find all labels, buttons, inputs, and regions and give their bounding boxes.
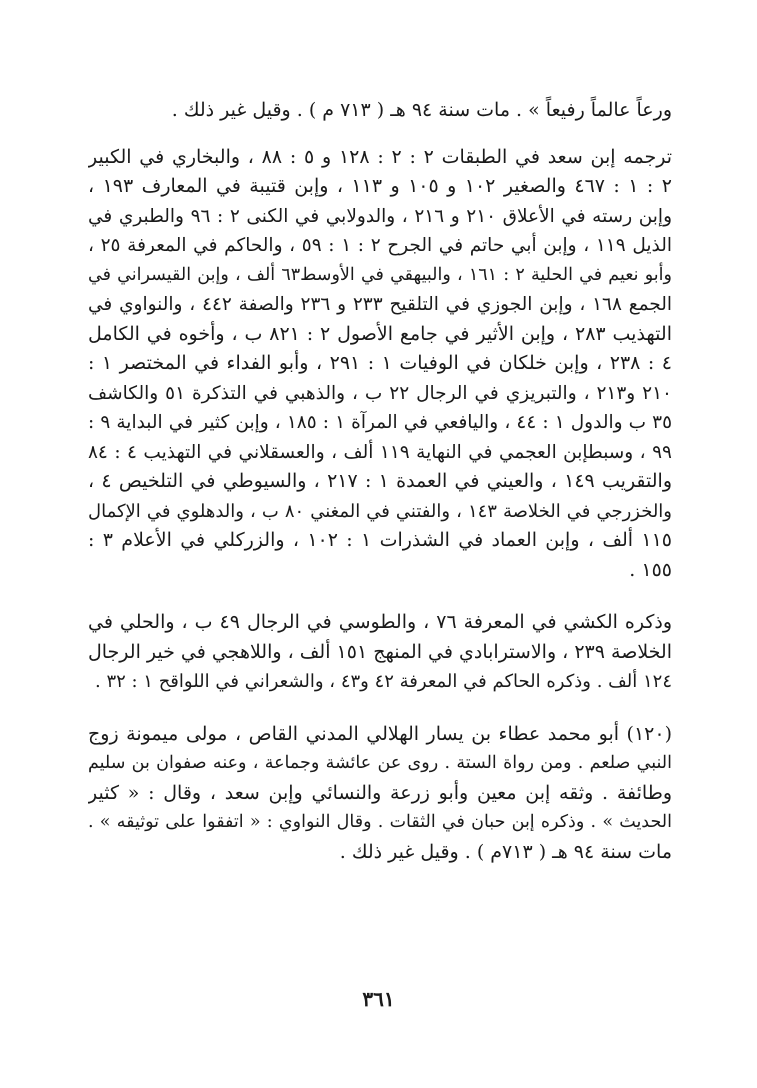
text-line: وذكره الكشي في المعرفة ٧٦ ، والطوسي في الرجال ٤٩ ب ، والحلي في <box>88 611 672 633</box>
text-line: والخزرجي في الخلاصة ١٤٣ ، والفتني في المغني ٨٠ ب ، والدهلوي في الإكمال <box>88 500 672 522</box>
text-line: ٣٥ ب والدول ١ : ٤٤ ، واليافعي في المرآة ١ : ١٨٥ ، وإبن كثير في البداية ٩ : <box>88 412 672 433</box>
paragraph-closing <box>88 96 672 126</box>
paragraph-entry-120 <box>88 720 672 868</box>
text-line: الجمع ١٦٨ ، وإبن الجوزي في التلقيح ٢٣٣ و ٢٣٦ والصفة ٤٤٢ ، والنواوي في <box>88 294 672 315</box>
text-line: ٢ : ١ : ٤٦٧ والصغير ١٠٢ و ١٠٥ و ١١٣ ، وإبن قتيبة في المعارف ١٩٣ ، <box>88 175 672 197</box>
text-line: وأبو نعيم في الحلية ٢ : ١٦١ ، والبيهقي في الأوسط٦٣ ألف ، وإبن القيسراني في <box>88 264 672 285</box>
text-line: والتقريب ١٤٩ ، والعيني في العمدة ١ : ٢١٧ ، والسيوطي في التلخيص ٤ ، <box>88 470 672 492</box>
text-line: الحديث » . وذكره إبن حبان في الثقات . وقال النواوي : « اتفقوا على توثيقه » . <box>88 812 672 832</box>
page-number: ٣٦١ <box>362 987 395 1011</box>
paragraph-mentions <box>88 608 672 697</box>
text-line: ١٥٥ . <box>629 558 672 581</box>
text-line: ١١٥ ألف ، وإبن العماد في الشذرات ١ : ١٠٢ ، والزركلي في الأعلام ٣ : <box>88 529 672 551</box>
text-line: وطائفة . وثقه إبن معين وأبو زرعة والنسائي وإبن سعد ، وقال : « كثير <box>88 781 672 804</box>
text-line: (١٢٠) أبو محمد عطاء بن يسار الهلالي المدني القاص ، مولى ميمونة زوج <box>88 722 672 745</box>
document-page <box>88 96 672 867</box>
text-line: ٤ : ٢٣٨ ، وإبن خلكان في الوفيات ١ : ٢٩١ ، وأبو الفداء في المختصر ١ : <box>88 352 672 374</box>
text-line: ورعاً عالماً رفيعاً » . مات سنة ٩٤ هـ ( ٧١٣ م ) . وقيل غير ذلك . <box>171 99 672 121</box>
text-line: الذيل ١١٩ ، وإبن أبي حاتم في الجرح ٢ : ١ : ٥٩ ، والحاكم في المعرفة ٢٥ ، <box>88 235 672 256</box>
text-line: الخلاصة ٢٣٩ ، والاسترابادي في المنهج ١٥١ ألف ، واللاهجي في خير الرجال <box>88 640 672 663</box>
text-line: ترجمه إبن سعد في الطبقات ٢ : ٢ : ١٢٨ و ٥ : ٨٨ ، والبخاري في الكبير <box>88 145 672 168</box>
text-line: ١٢٤ ألف . وذكره الحاكم في المعرفة ٤٢ و٤٣ ، والشعراني في اللواقح ١ : ٣٢ . <box>94 671 672 692</box>
text-line: النبي صلعم . ومن رواة الستة . روى عن عائشة وجماعة ، وعنه صفوان بن سليم <box>88 753 672 773</box>
paragraph-bibliography <box>88 143 672 586</box>
text-line: ٩٩ ، وسبطإبن العجمي في النهاية ١١٩ ألف ، والعسقلاني في التهذيب ٤ : ٨٤ <box>88 441 672 463</box>
text-line: مات سنة ٩٤ هـ ( ٧١٣م ) . وقيل غير ذلك . <box>339 840 672 863</box>
text-line: ٢١٠ و٢١٣ ، والتبريزي في الرجال ٢٢ ب ، والذهبي في التذكرة ٥١ والكاشف <box>88 382 672 404</box>
text-line: التهذيب ٢٨٣ ، وإبن الأثير في جامع الأصول ٢ : ٨٢١ ب ، وأخوه في الكامل <box>88 322 672 345</box>
text-line: وإبن رسته في الأعلاق ٢١٠ و ٢١٦ ، والدولابي في الكنى ٢ : ٩٦ والطبري في <box>88 205 672 227</box>
